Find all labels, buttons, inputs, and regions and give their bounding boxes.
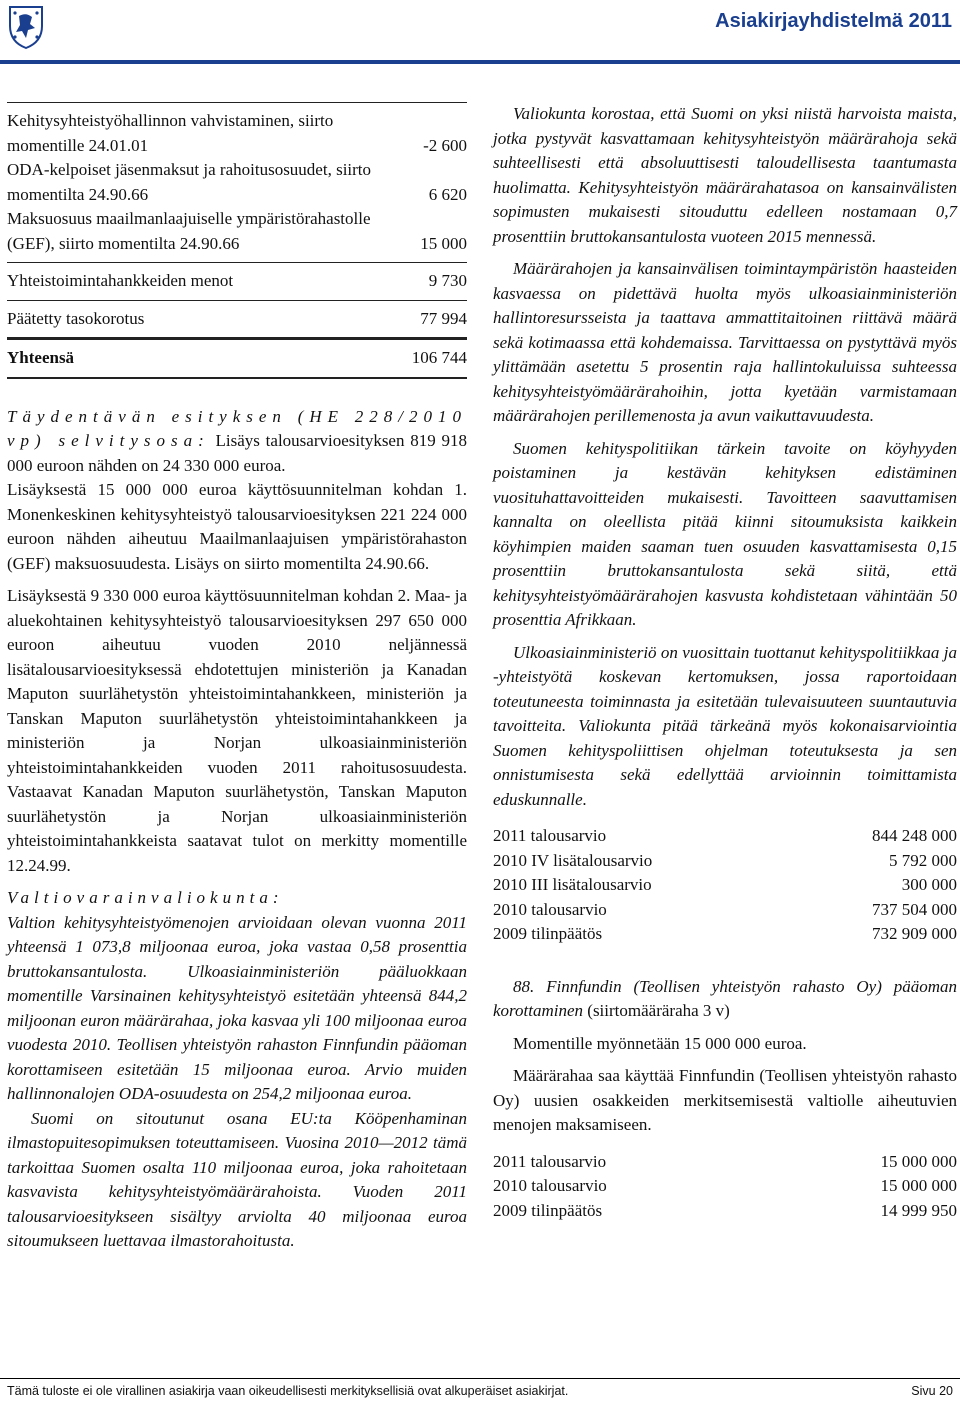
footer-rule [0,1378,960,1379]
paragraph: Täydentävän esityksen (HE 228/2010 vp) selvitysosa: Lisäys talousarvioesityksen 819 918 000 euroon nähden on 24 330 000 euroa. [7,406,467,475]
spaced-heading: Valtiovarainvaliokunta: [7,888,284,907]
table-row: 2011 talousarvio 15 000 000 [493,1151,957,1171]
table-row: ODA-kelpoiset jäsenmaksut ja rahoitusosuudet, siirto momentilta 24.90.66 6 620 [7,160,467,204]
table-row: 2009 tilinpäätös 14 999 950 [493,1200,957,1220]
table-top-rule [7,102,467,103]
page-footer [7,1384,953,1398]
table-row: Yhteistoimintahankkeiden menot 9 730 [7,271,467,290]
spaced-heading: Täydentävän esityksen (HE 228/2010 vp) selvitysosa: [7,406,467,450]
paragraph: Valtion kehitysyhteistyömenojen arvioidaan olevan vuonna 2011 yhteensä 1 073,8 miljoonaa euroa, joka vastaa 0,58 prosenttia bruttokansantulosta. Ulkoasiainministeriön pääluokkaan momentille Varsinainen kehitysyhteistyö esitetään yhteensä 844,2 miljoonan euron määrärahaa, joka kasvaa yli 100 miljoonaa euroa vuodesta 2010. Teollisen yhteistyön rahaston Finnfundin pääoman korottamiseen esitetään 15 miljoonaa euroa. Arvio muiden hallinnonalojen ODA-osuudesta on 254,2 miljoonaa euroa. [7,912,467,1103]
paragraph: Valiokunta korostaa, että Suomi on yksi niistä harvoista maista, jotka pystyvät kasvattamaan kehitysyhteistyön määrärahoja sekä suhteellisesti että absoluuttisesti taloudellisesta taantumasta huolimatta. Kehitysyhteistyön määrärahatasoa on kansainvälisten sopimusten mukaisesti sitouduttu edelleen nostamaan 0,7 prosenttiin bruttokansantulosta vuoteen 2015 mennessä. [493,104,957,246]
table-total-row: Yhteensä 106 744 [7,348,467,367]
paragraph: Lisäyksestä 15 000 000 euroa käyttösuunnitelman kohdan 1. Monenkeskinen kehitysyhteistyö talousarvioesityksen 221 224 000 euroon nähden aiheutuu Maailmanlaajuisen ympäristörahaston (GEF) maksuosuudesta. Lisäys on siirto momentilta 24.90.66. [7,480,467,573]
left-column [7,102,467,1254]
budget-table [493,824,957,947]
table-row: 2009 tilinpäätös 732 909 000 [493,924,957,943]
table-row: 2010 talousarvio 737 504 000 [493,899,957,919]
paragraph: Suomi on sitoutunut osana EU:ta Kööpenhaminan ilmastopuitesopimuksen toteuttamiseen. Vuosina 2010—2012 tämä tarkoittaa Suomen osalta 110 miljoonaa euroa, joka rahoitetaan kasvavista kehitysyhteistyömäärärahoista. Vuoden 2011 talousarvioesitykseen sisältyy arviolta 40 miljoonaa euroa sitoumukseen luettavaa ilmastorahoitusta. [7,1108,467,1250]
table-row: 2010 III lisätalousarvio 300 000 [493,875,957,894]
paragraph: Ulkoasiainministeriö on vuosittain tuottanut kehityspolitiikkaa ja -yhteistyötä koskevan kertomuksen, jossa raportoidaan toteutuneesta toiminnasta ja esitetään tulevaisuuteen suuntautuvia tavoitteita. Valiokunta pitää tärkeänä myös kokonaisarviointia Suomen kehityspoliittisen ohjelman toteutuksesta ja sen onnistumisesta sekä edellyttää arvioinnin toimittamista eduskunnalle. [493,642,957,809]
paragraph: Määrärahojen ja kansainvälisen toimintaympäristön haasteiden kasvaessa on pidettävä huolta myös ulkoasiainministeriön hallintoresursseista ja taattava ammattitaitoinen riittävä määrä sekä kotimaassa että kohdemaissa. Tarvittaessa on pystyttävä myös ylittämään asetettu 5 prosentin raja hallintokuluissa suhteessa kehitysyhteistyömäärärahoihin, jotta kyetään varmistamaan määrärahojen perillemenosta ja avun vaikuttavuudesta. [493,259,957,425]
table-row: Maksuosuus maailmanlaajuiselle ympäristörahastolle (GEF), siirto momentilta 24.90.66 15 000 [7,209,467,253]
paragraph: Määrärahaa saa käyttää Finnfundin (Teollisen yhteistyön rahasto Oy) uusien osakkeiden merkitsemisestä valtiolle aiheutuvien menojen maksamiseen. [493,1066,957,1134]
document-title: Asiakirjayhdistelmä 2011 [715,10,952,32]
table-row: Päätetty tasokorotus 77 994 [7,308,467,328]
section-heading: 88. Finnfundin (Teollisen yhteistyön rahasto Oy) pääoman korottaminen (siirtomääräraha 3 v) [493,976,957,1020]
footer-disclaimer: Tämä tuloste ei ole virallinen asiakirja vaan oikeudellisesti merkityksellisiä ovat alkuperäiset asiakirjat. [7,1384,569,1398]
table-row-rule [7,262,467,263]
budget-table [493,1150,957,1224]
table-row-rule [7,300,467,301]
table-row: Kehitysyhteistyöhallinnon vahvistaminen, siirto momentille 24.01.01 -2 600 [7,111,467,155]
table-row: 2010 IV lisätalousarvio 5 792 000 [493,850,957,870]
page-number: Sivu 20 [911,1384,953,1398]
paragraph: Momentille myönnetään 15 000 000 euroa. [513,1033,807,1053]
paragraph: Suomen kehityspolitiikan tärkein tavoite on köyhyyden poistaminen ja kestävän kehityksen edistäminen vuosituhattavoitteiden mukaisesti. Tavoitteen saavuttamisen kannalta on oleellista pitää kiinni sitoumuksista kaikkein köyhimpien maiden saaman tuen osuuden kasvattamisesta 0,15 prosenttiin bruttokansantulosta sekä siitä, että kehitysyhteistyömäärärahojen kasvusta kohdistetaan vähintään 50 prosenttia Afrikkaan. [493,438,957,629]
paragraph: Lisäyksestä 9 330 000 euroa käyttösuunnitelman kohdan 2. Maa- ja aluekohtainen kehitysyhteistyö talousarvioesityksen 297 650 000 euroon aiheutuu vuoden 2010 neljännessä lisätalousarvioesityksessä ehdotettujen ministeriön ja Kanadan Maputon suurlähetystön yhteistoimintahankkeen, ministeriön ja Tanskan Maputon suurlähetystön yhteistoimintahankkeen ja ministeriön ja Norjan ulkoasiainministeriön yhteistoimintahankkeiden vuoden 2011 rahoitusosuudesta. Vastaavat Kanadan Maputon suurlähetystön, Tanskan Maputon suurlähetystön ja Norjan ulkoasiainministeriön yhteistoimintahankkeista saatavat tulot on merkitty momentille 12.24.99. [7,586,467,875]
table-total-rule [7,337,467,340]
page-header [0,0,960,60]
table-row: 2010 talousarvio 15 000 000 [493,1176,957,1195]
header-rule [0,60,960,64]
table-row: 2011 talousarvio 844 248 000 [493,826,957,845]
right-column [493,102,957,1223]
coat-of-arms-logo [6,4,46,50]
